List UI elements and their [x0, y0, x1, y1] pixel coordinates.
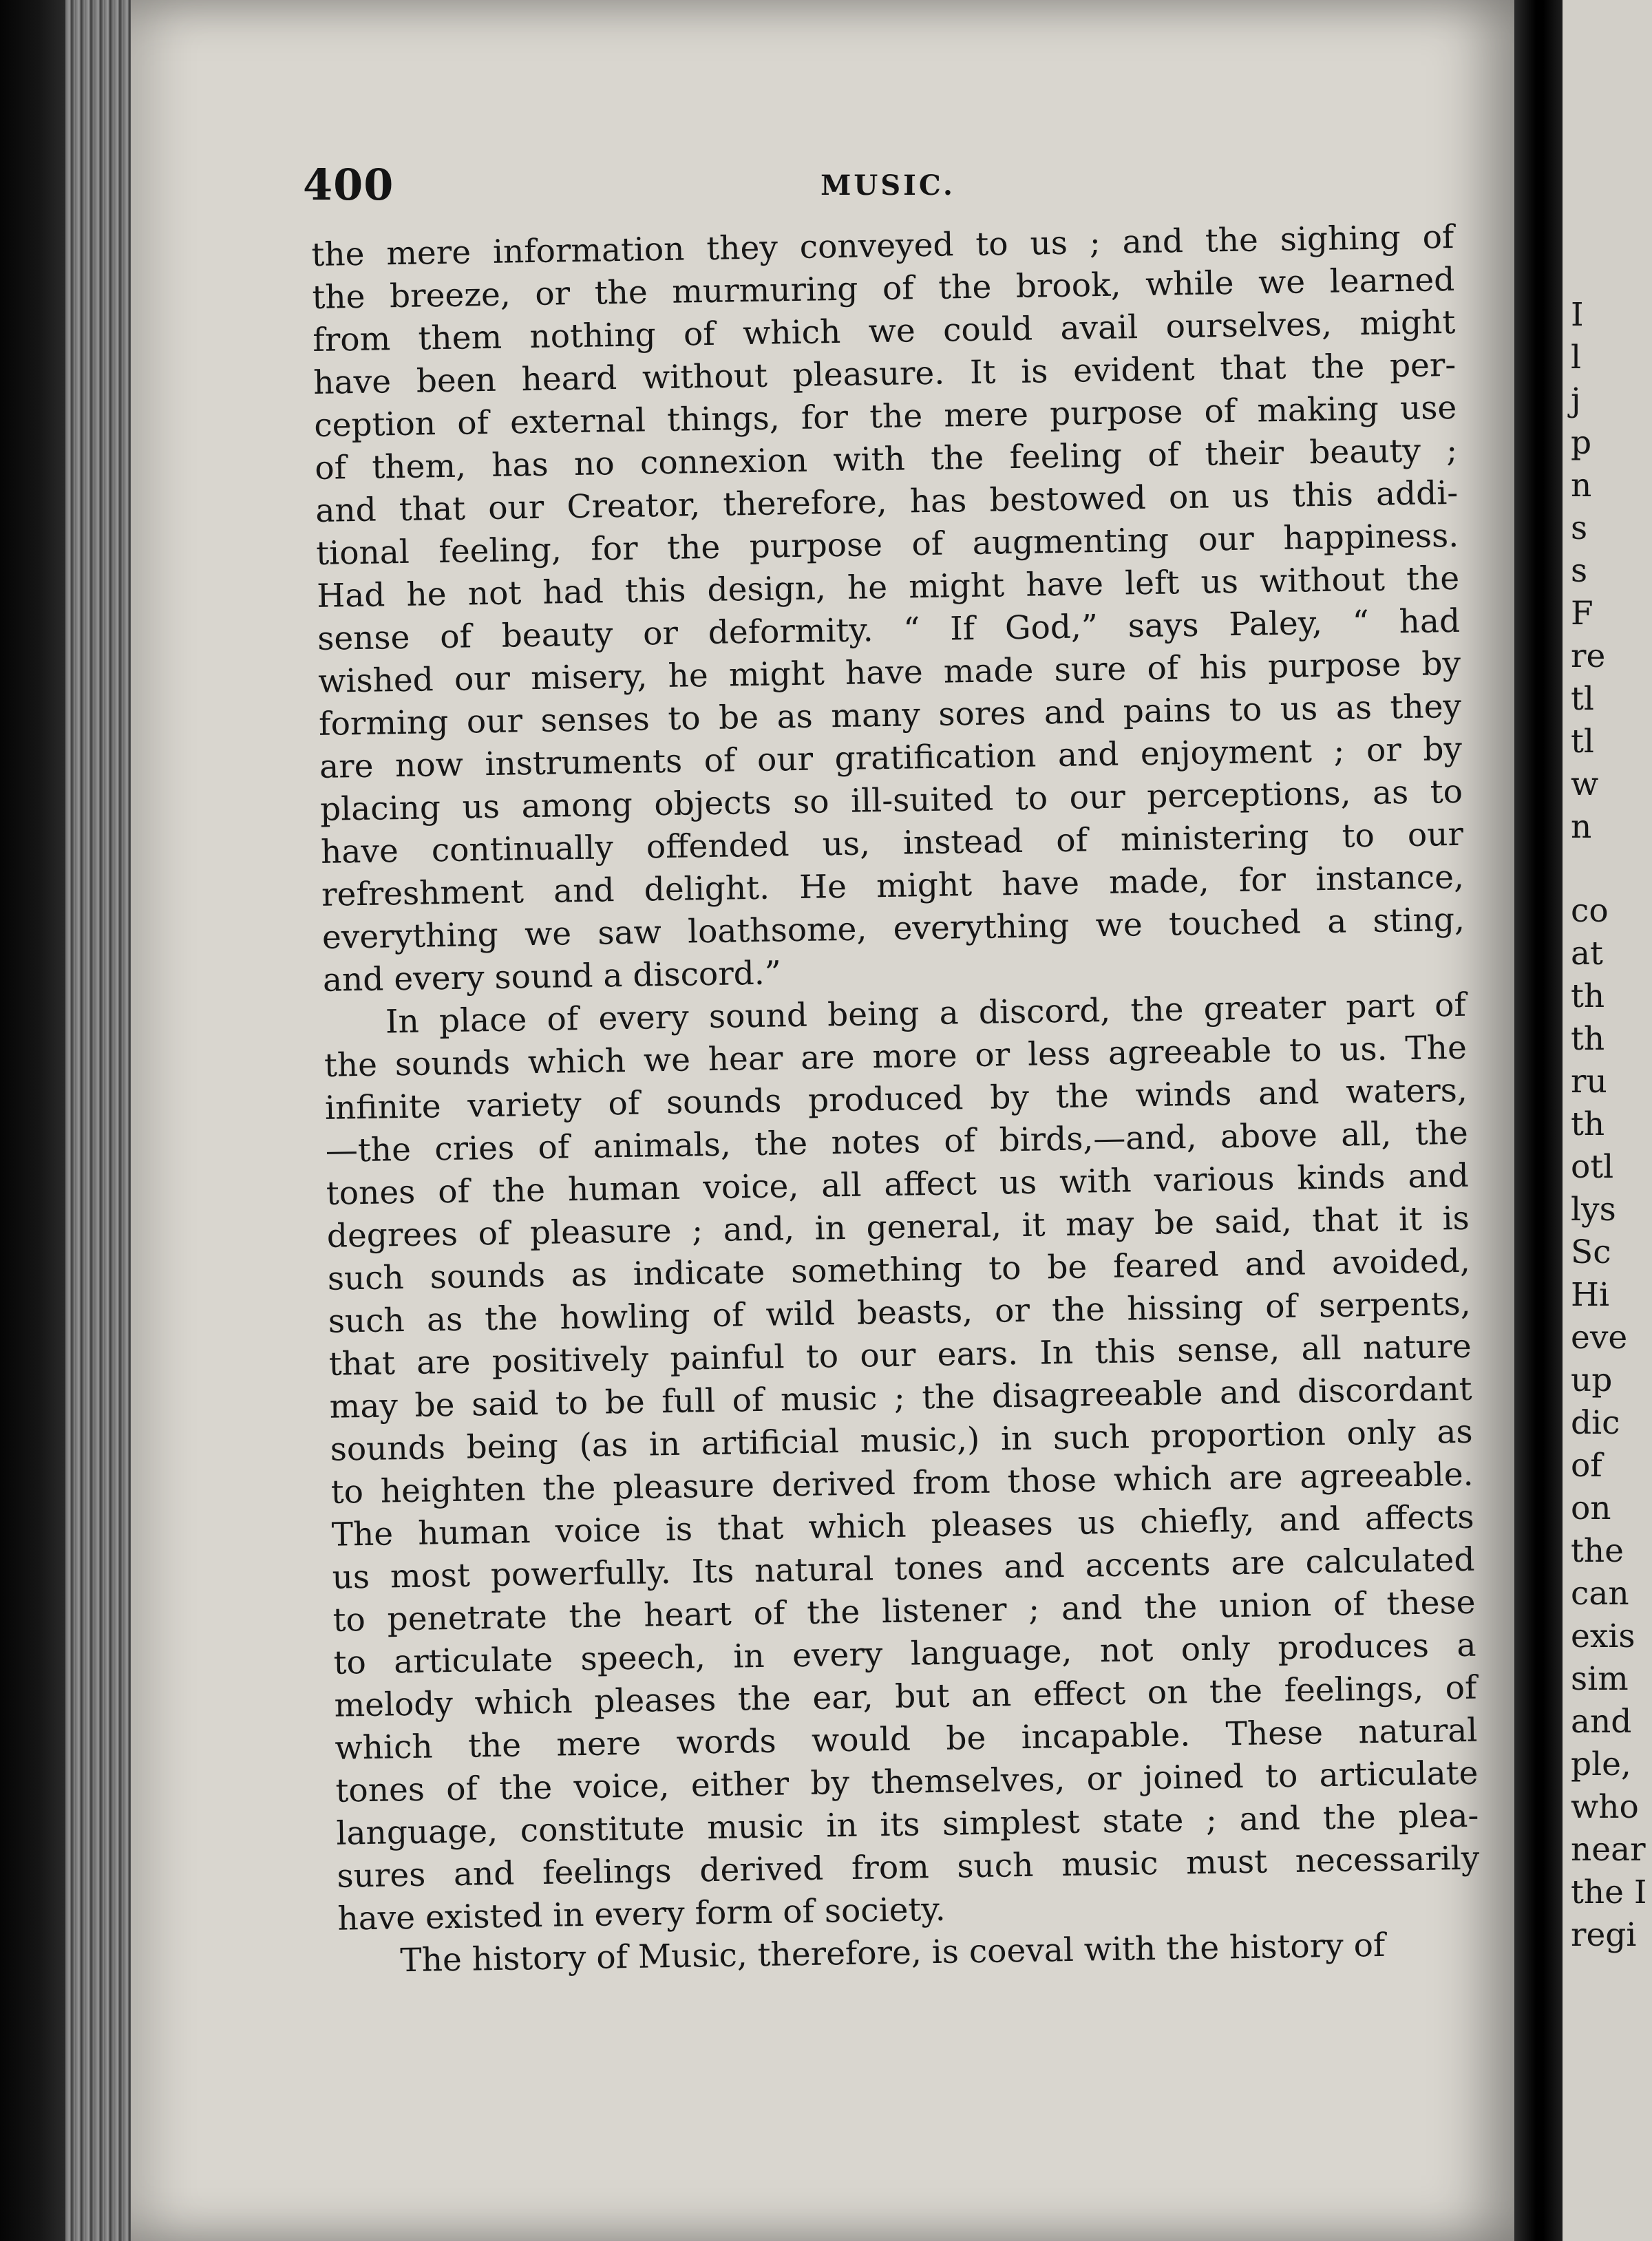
text-line: such sounds as indicate something to be feared and avoided,: [327, 1242, 1471, 1298]
text-line: ception of external things, for the mere purpose of making use: [313, 388, 1457, 445]
next-page-fragment: w: [1571, 765, 1599, 803]
text-line: infinite variety of sounds produced by the winds and waters,: [324, 1071, 1468, 1127]
next-page-fragment: I: [1571, 296, 1584, 334]
text-line: to heighten the pleasure derived from those which are agreeable.: [330, 1455, 1474, 1511]
next-page-fragment: who: [1571, 1788, 1639, 1826]
next-page-edge: [1563, 0, 1652, 2241]
text-line: to penetrate the heart of the listener ; and the union of these: [332, 1583, 1476, 1639]
next-page-fragment: n: [1571, 808, 1592, 846]
text-line: tones of the human voice, all affect us with various kinds and: [326, 1156, 1470, 1213]
next-page-fragment: exis: [1571, 1617, 1635, 1655]
text-line: refreshment and delight. He might have made, for instance,: [321, 858, 1465, 914]
next-page-fragment: otl: [1571, 1148, 1614, 1186]
next-page-fragment: on: [1571, 1489, 1611, 1527]
next-page-fragment: co: [1571, 892, 1609, 930]
text-line: have been heard without pleasure. It is evident that the per-: [313, 346, 1457, 402]
book-gutter: [1514, 0, 1563, 2241]
text-line: The history of Music, therefore, is coeval with the history of: [399, 1926, 1386, 1980]
text-line: wished our misery, he might have made sure of his purpose by: [317, 644, 1461, 701]
next-page-fragment: s: [1571, 509, 1588, 547]
next-page-fragment: regi: [1571, 1916, 1637, 1954]
next-page-fragment: re: [1571, 637, 1606, 675]
next-page-fragment: of: [1571, 1447, 1602, 1485]
text-line: forming our senses to be as many sores and pains to us as they: [318, 687, 1462, 743]
text-line: have existed in every form of society.: [337, 1890, 946, 1938]
body-text: [311, 216, 1481, 1984]
text-line: the sounds which we hear are more or less agreeable to us. The: [324, 1028, 1468, 1085]
text-line: language, constitute music in its simplest state ; and the plea-: [336, 1796, 1479, 1853]
next-page-fragment: s: [1571, 552, 1588, 590]
text-line: us most powerfully. Its natural tones and accents are calculated: [332, 1540, 1475, 1597]
next-page-fragment: th: [1571, 1105, 1605, 1143]
text-line: degrees of pleasure ; and, in general, it may be said, that it is: [326, 1199, 1470, 1255]
next-page-fragment: tl: [1571, 680, 1594, 718]
text-line: Had he not had this design, he might have left us without the: [316, 559, 1460, 615]
next-page-fragment: the: [1571, 1532, 1624, 1570]
text-line: melody which pleases the ear, but an effect on the feelings, of: [334, 1668, 1477, 1725]
next-page-fragment: lys: [1571, 1191, 1616, 1229]
text-line: to articulate speech, in every language, not only produces a: [333, 1626, 1476, 1682]
next-page-fragment: dic: [1571, 1404, 1620, 1442]
next-page-fragment: sim: [1571, 1660, 1629, 1698]
next-page-fragment: Hi: [1571, 1276, 1610, 1314]
page-number: 400: [303, 160, 394, 210]
next-page-fragment: tl: [1571, 723, 1594, 761]
text-line: sense of beauty or deformity. “ If God,” says Paley, “ had: [317, 602, 1461, 658]
text-line: the mere information they conveyed to us ; and the sighing of: [311, 217, 1454, 274]
next-page-fragment: j: [1571, 381, 1581, 419]
next-page-fragment: and: [1571, 1703, 1632, 1741]
page-title: MUSIC.: [820, 169, 955, 202]
text-line: placing us among objects so ill-suited to our perceptions, as to: [319, 772, 1463, 829]
text-line: —the cries of animals, the notes of birds,—and, above all, the: [325, 1114, 1469, 1170]
next-page-fragment: th: [1571, 977, 1605, 1015]
next-page-fragment: up: [1571, 1361, 1613, 1399]
text-line: tional feeling, for the purpose of augmenting our happiness.: [315, 516, 1459, 573]
text-line: may be said to be full of music ; the disagreeable and discordant: [329, 1370, 1473, 1426]
text-line: sounds being (as in artificial music,) in such proportion only as: [330, 1412, 1473, 1469]
text-line: such as the howling of wild beasts, or the hissing of serpents,: [328, 1284, 1472, 1341]
text-line: The human voice is that which pleases us chiefly, and affects: [331, 1498, 1474, 1554]
next-page-fragment: th: [1571, 1020, 1605, 1058]
next-page-fragment: at: [1571, 935, 1603, 973]
text-line: sures and feelings derived from such music must necessarily: [337, 1839, 1480, 1895]
next-page-fragment: p: [1571, 424, 1592, 462]
next-page-fragment: eve: [1571, 1319, 1628, 1357]
text-line: tones of the voice, either by themselves, or joined to articulate: [335, 1754, 1479, 1810]
text-line: that are positively painful to our ears. In this sense, all nature: [328, 1327, 1472, 1383]
text-line: In place of every sound being a discord, the greater part of: [385, 986, 1467, 1041]
next-page-fragment: F: [1571, 595, 1593, 633]
text-line: from them nothing of which we could avail ourselves, might: [312, 303, 1456, 359]
next-page-fragment: l: [1571, 339, 1582, 376]
text-line: the breeze, or the murmuring of the brook, while we learned: [312, 260, 1455, 317]
next-page-fragment: ple,: [1571, 1745, 1631, 1783]
text-line: of them, has no connexion with the feeling of their beauty ;: [314, 431, 1458, 487]
next-page-fragment: n: [1571, 467, 1592, 505]
next-page-fragment: can: [1571, 1575, 1629, 1613]
book-binding: [0, 0, 65, 2241]
text-line: and every sound a discord.”: [322, 954, 782, 999]
text-line: and that our Creator, therefore, has bestowed on us this addi-: [315, 474, 1459, 530]
next-page-fragment: near: [1571, 1831, 1646, 1869]
text-line: everything we saw loathsome, everything we touched a sting,: [321, 900, 1465, 957]
next-page-fragment: Sc: [1571, 1233, 1611, 1271]
running-head: [303, 160, 1473, 215]
page-edges: [65, 0, 131, 2241]
text-line: have continually offended us, instead of ministering to our: [320, 815, 1464, 871]
text-line: which the mere words would be incapable. These natural: [335, 1711, 1478, 1767]
next-page-fragment: ru: [1571, 1063, 1607, 1101]
text-line: are now instruments of our gratification and enjoyment ; or by: [319, 730, 1463, 786]
next-page-fragment: the I: [1571, 1873, 1647, 1911]
